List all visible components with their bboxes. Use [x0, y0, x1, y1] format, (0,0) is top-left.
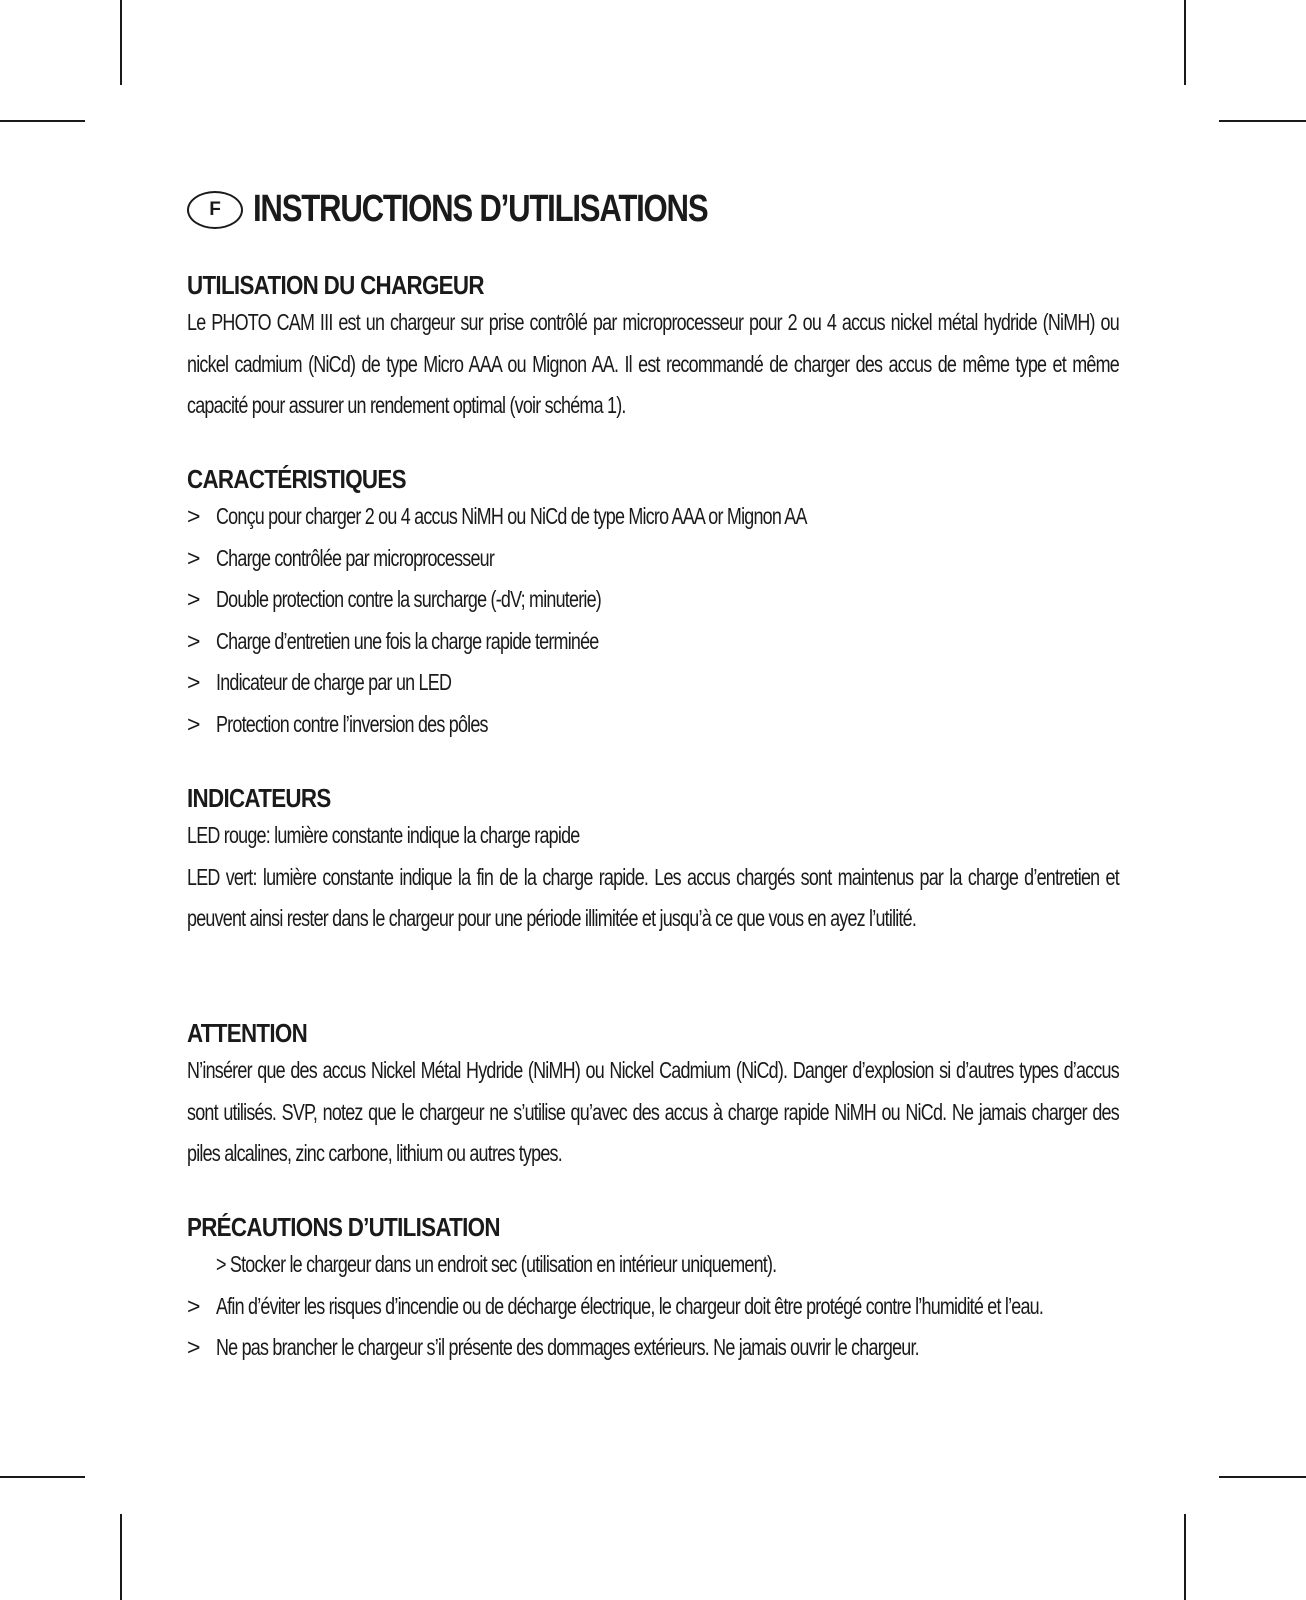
attention-paragraph	[187, 1050, 1119, 1175]
list-item	[187, 579, 1119, 621]
list-item-text: Indicateur de charge par un LED	[216, 669, 452, 695]
bullet-marker: >	[187, 1334, 200, 1360]
bullet-marker: >	[187, 503, 200, 529]
crop-mark-bottom-right-horizontal	[1219, 1476, 1306, 1478]
bullet-marker: >	[187, 710, 200, 737]
indicateurs-red-text: LED rouge: lumière constante indique la charge rapide	[187, 822, 580, 848]
page-title: INSTRUCTIONS D’UTILISATIONS	[253, 188, 708, 230]
language-badge: F	[187, 191, 243, 229]
section-attention	[187, 1016, 1119, 1175]
list-item-text: Double protection contre la surcharge (-dV; minuterie)	[216, 586, 601, 612]
crop-mark-bottom-left-horizontal	[0, 1476, 85, 1478]
section-indicateurs	[187, 781, 1119, 940]
section-caracteristiques	[187, 462, 1119, 745]
list-item	[187, 1286, 1119, 1328]
crop-mark-bottom-right-vertical	[1184, 1514, 1186, 1600]
precautions-list	[187, 1244, 1119, 1369]
list-item-text: Afin d’éviter les risques d’incendie ou de décharge électrique, le chargeur doit être protégé contre l’humidité et l’eau.	[216, 1292, 1044, 1319]
attention-text: N’insérer que des accus Nickel Métal Hydride (NiMH) ou Nickel Cadmium (NiCd). Danger d’explosion si d’autres types d’accus sont utilisés. SVP, notez que le chargeur ne s’utilise qu’avec des accus à charge rapide NiMH ou NiCd. Ne jamais charger des piles alcalines, zinc carbone, lithium ou autres types.	[187, 1057, 1119, 1166]
crop-mark-top-right-horizontal	[1219, 120, 1306, 122]
bullet-marker: >	[187, 1292, 200, 1319]
indicateurs-green-text: LED vert: lumière constante indique la fin de la charge rapide. Les accus chargés sont maintenus par la charge d’entretien et peuvent ainsi rester dans le chargeur pour une période illimitée et jusqu’à ce que vous en ayez l’utilité.	[187, 863, 1119, 931]
list-item-text: > Stocker le chargeur dans un endroit sec (utilisation en intérieur uniquement).	[216, 1251, 777, 1277]
page-title-row	[187, 188, 807, 231]
list-item-text: Charge d’entretien une fois la charge rapide terminée	[216, 627, 599, 654]
list-item	[187, 662, 1119, 704]
bullet-marker: >	[187, 627, 200, 654]
utilisation-text: Le PHOTO CAM III est un chargeur sur prise contrôlé par microprocesseur pour 2 ou 4 accus nickel métal hydride (NiMH) ou nickel cadmium (NiCd) de type Micro AAA ou Mignon AA. Il est recommandé de charger des accus de même type et même capacité pour assurer un rendement optimal (voir schéma 1).	[187, 309, 1119, 418]
crop-mark-top-left-vertical	[120, 0, 122, 85]
list-item	[187, 704, 1119, 746]
utilisation-paragraph	[187, 302, 1119, 427]
section-heading-indicateurs: INDICATEURS	[187, 783, 331, 813]
indicateurs-line-green	[187, 857, 1119, 940]
section-precautions	[187, 1210, 1119, 1369]
indicateurs-line-red	[187, 815, 1119, 857]
crop-mark-top-right-vertical	[1184, 0, 1186, 85]
bullet-marker: >	[187, 669, 200, 695]
list-item-text: Charge contrôlée par microprocesseur	[216, 544, 495, 571]
crop-mark-bottom-left-vertical	[120, 1514, 122, 1600]
section-heading-attention: ATTENTION	[187, 1018, 308, 1048]
list-item-text: Conçu pour charger 2 ou 4 accus NiMH ou NiCd de type Micro AAA or Mignon AA	[216, 503, 807, 529]
section-heading-utilisation: UTILISATION DU CHARGEUR	[187, 270, 484, 300]
list-item	[187, 1327, 1119, 1369]
list-item	[187, 496, 1119, 538]
crop-mark-top-left-horizontal	[0, 120, 85, 122]
bullet-marker: >	[187, 586, 200, 612]
list-item-text: Protection contre l’inversion des pôles	[216, 710, 488, 737]
list-item-text: Ne pas brancher le chargeur s’il présente des dommages extérieurs. Ne jamais ouvrir le chargeur.	[216, 1334, 919, 1360]
section-utilisation	[187, 268, 1119, 427]
list-item	[187, 621, 1119, 663]
caracteristiques-list	[187, 496, 1119, 745]
list-item	[187, 538, 1119, 580]
section-heading-precautions: PRÉCAUTIONS D’UTILISATION	[187, 1212, 500, 1242]
bullet-marker: >	[187, 544, 200, 571]
list-item	[187, 1244, 1119, 1286]
section-heading-caracteristiques: CARACTÉRISTIQUES	[187, 464, 406, 494]
